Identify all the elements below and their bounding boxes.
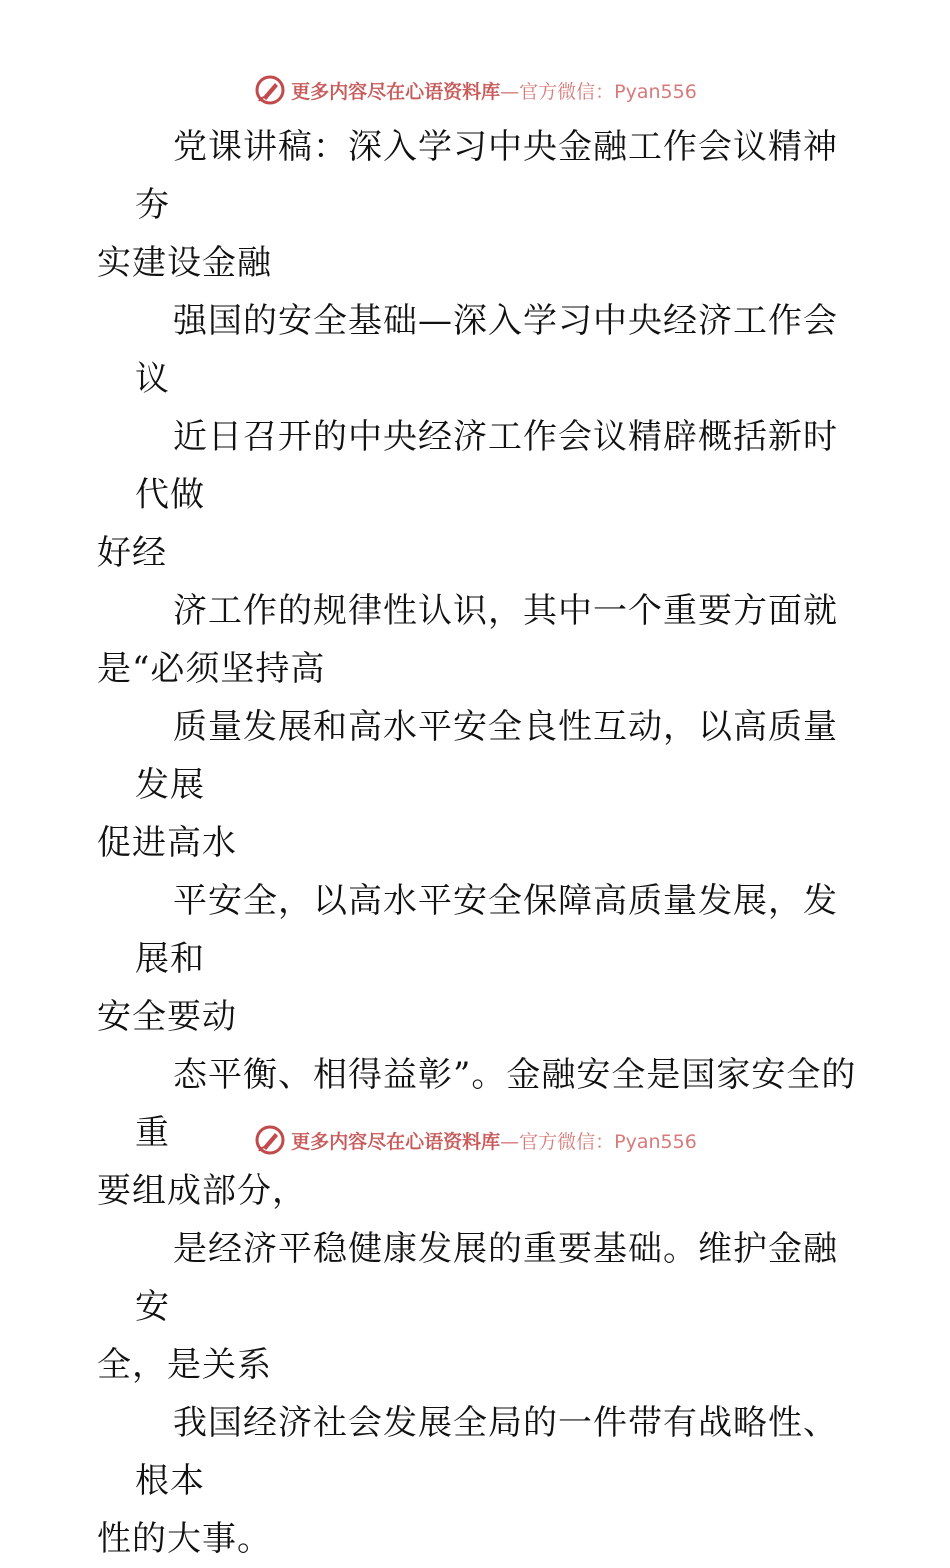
watermark-text: 更多内容尽在心语资料库—官方微信：Pyan556 (291, 80, 697, 103)
text-line: 济工作的规律性认识，其中一个重要方面就 (173, 591, 838, 631)
pen-circle-logo-icon (253, 73, 287, 107)
text-line: 好经 (97, 533, 167, 573)
text-line: 态平衡、相得益彰”。金融安全是国家安全的重 (135, 1055, 857, 1153)
text-line: 是经济平稳健康发展的重要基础。维护金融安 (135, 1229, 838, 1327)
text-line: 质量发展和高水平安全良性互动，以高质量发展 (135, 707, 838, 805)
text-line: 强国的安全基础—深入学习中央经济工作会议 (135, 301, 838, 399)
text-line: 实建设金融 (97, 243, 272, 283)
text-line: 全，是关系 (97, 1345, 272, 1385)
text-line: 党课讲稿：深入学习中央金融工作会议精神 夯 (135, 127, 838, 225)
text-line: 要组成部分， (97, 1171, 307, 1211)
pen-circle-logo-icon (253, 1123, 287, 1157)
footer-watermark (0, 1120, 950, 1160)
text-line: 平安全，以高水平安全保障高质量发展，发展和 (135, 881, 838, 979)
text-line: 促进高水 (97, 823, 237, 863)
text-line: 我国经济社会发展全局的一件带有战略性、根本 (135, 1403, 838, 1501)
text-line: 近日召开的中央经济工作会议精辟概括新时代做 (135, 417, 838, 515)
document-body (97, 118, 857, 1568)
text-line: 安全要动 (97, 997, 237, 1037)
text-line: 性的大事。 (97, 1519, 272, 1559)
watermark-text: 更多内容尽在心语资料库—官方微信：Pyan556 (291, 1130, 697, 1153)
header-watermark (0, 70, 950, 110)
text-line: 是“必须坚持高 (97, 649, 326, 689)
